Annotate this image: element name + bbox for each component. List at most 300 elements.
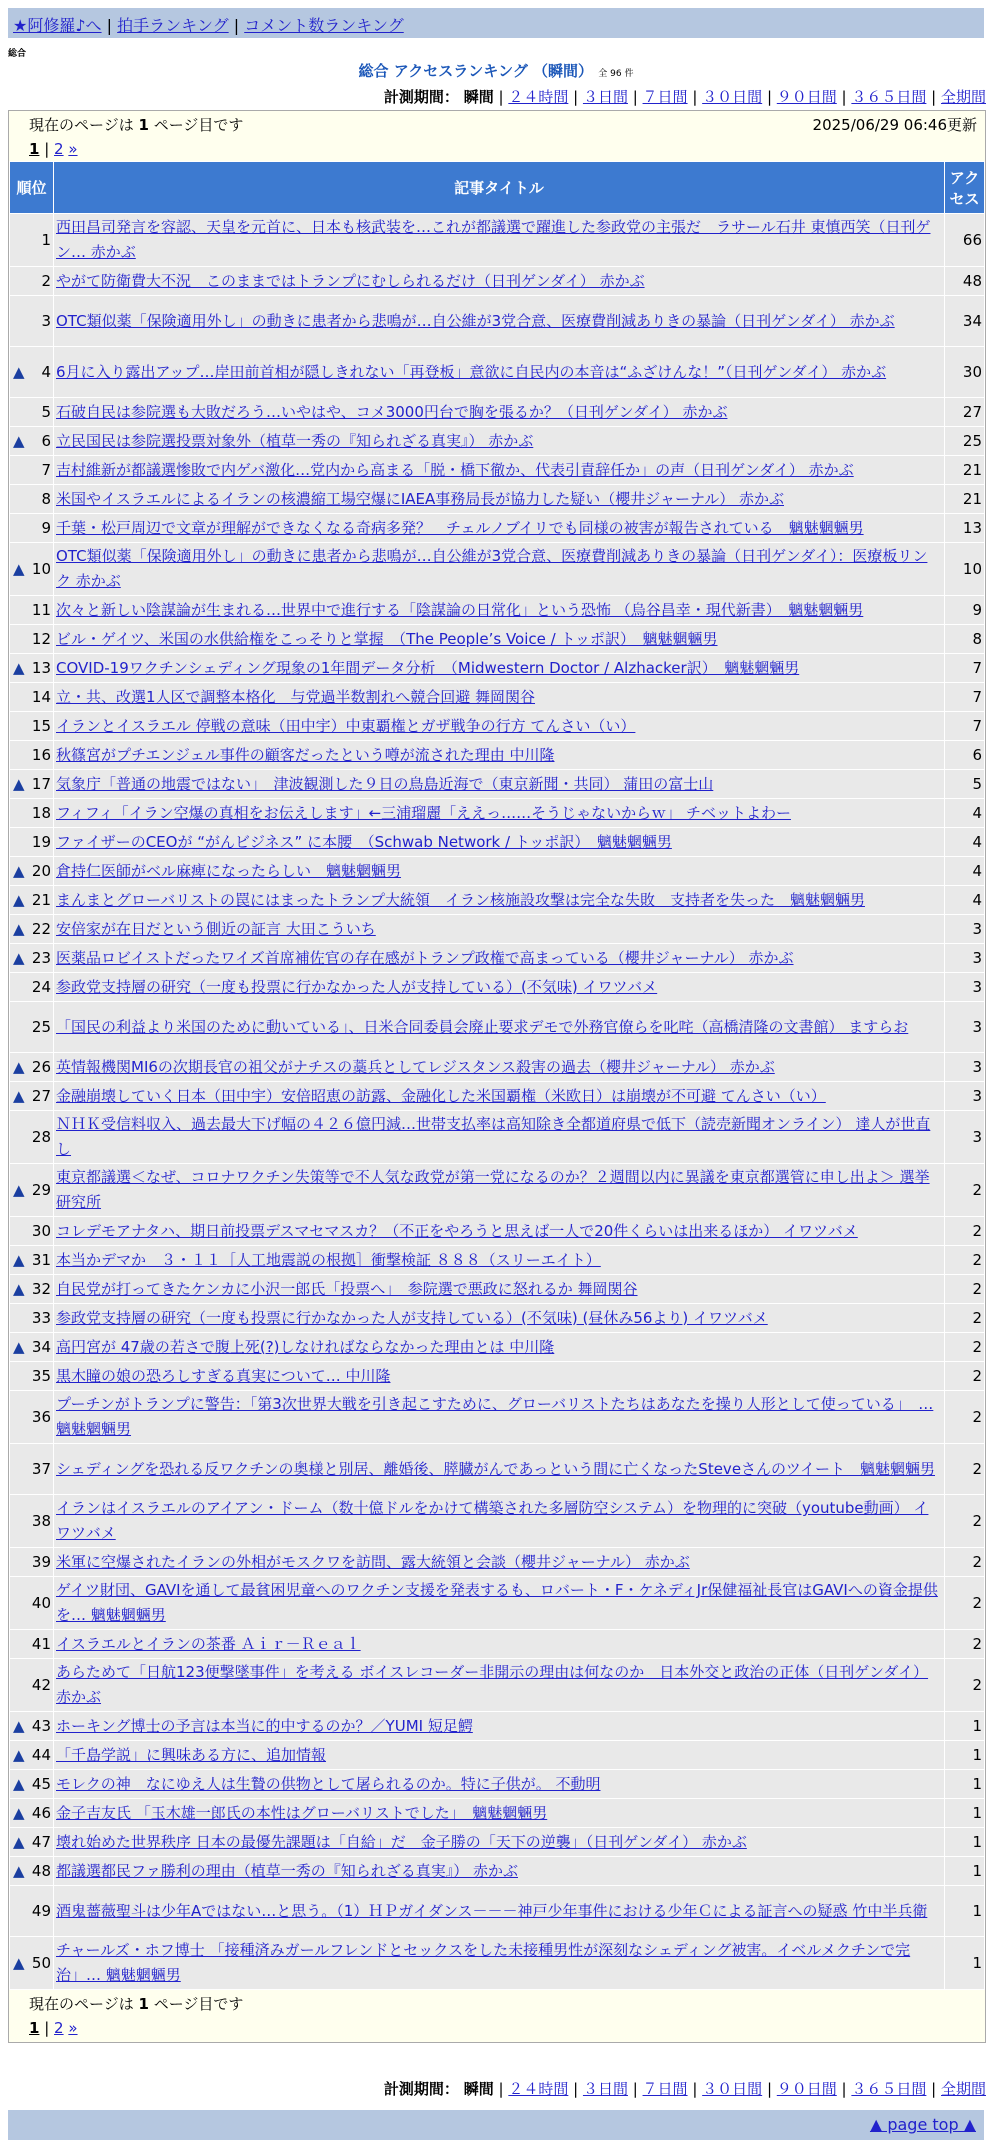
title-cell bbox=[54, 1741, 945, 1770]
period-365d[interactable]: ３６５日間 bbox=[851, 2080, 927, 2098]
article-link[interactable]: チャールズ・ホフ博士 「接種済みガールフレンドとセックスをした未接種男性が深刻なシェディング被害。イベルメクチンで完治」… 魑魅魍魎男 bbox=[56, 1941, 911, 1984]
table-row bbox=[10, 1082, 985, 1111]
rank-number: 22 bbox=[31, 919, 51, 938]
article-link[interactable]: 本当かデマか ３・１１［人工地震説の根拠］衝撃検証 ８８８（スリーエイト） bbox=[56, 1250, 601, 1269]
rank-cell bbox=[10, 799, 54, 828]
rank-cell bbox=[10, 427, 54, 456]
clap-ranking-link[interactable]: 拍手ランキング bbox=[117, 16, 229, 35]
rank-number: 4 bbox=[41, 362, 51, 381]
rank-number: 50 bbox=[31, 1953, 51, 1972]
rank-up-icon: ▲ bbox=[13, 1803, 25, 1822]
article-link[interactable]: 壊れ始めた世界秩序 日本の最優先課題は「自給」だ 金子勝の「天下の逆襲」（日刊ゲンダイ） 赤かぶ bbox=[56, 1832, 747, 1851]
rank-cell bbox=[10, 828, 54, 857]
title-cell bbox=[54, 427, 945, 456]
rank-header: 順位 bbox=[10, 162, 54, 214]
rank-up-icon: ▲ bbox=[13, 1745, 25, 1764]
period-3d[interactable]: ３日間 bbox=[582, 88, 628, 106]
article-link[interactable]: 東京都議選＜なぜ、コロナワクチン失策等で不人気な政党が第一党になるのか？２週間以内に異議を東京都選管に申し出よ＞ 選挙研究所 bbox=[56, 1168, 930, 1211]
rank-up-icon: ▲ bbox=[13, 919, 25, 938]
table-row bbox=[10, 973, 985, 1002]
title-cell bbox=[54, 1577, 945, 1630]
page-top-bar bbox=[8, 2110, 984, 2140]
access-header: アクセス bbox=[945, 162, 985, 214]
rank-number: 40 bbox=[31, 1593, 51, 1612]
rank-cell bbox=[10, 1391, 54, 1444]
table-row bbox=[10, 1886, 985, 1937]
rank-number: 30 bbox=[31, 1221, 51, 1240]
article-link[interactable]: 酒鬼薔薇聖斗は少年Aではない…と思う。（1）ＨＰガイダンス－－－神戸少年事件における少年Ｃによる証言への疑惑 竹中半兵衛 bbox=[56, 1901, 928, 1920]
table-row bbox=[10, 1304, 985, 1333]
table-row bbox=[10, 799, 985, 828]
article-link[interactable]: コレデモアナタハ、期日前投票デスマセマスカ？（不正をやろうと思えば一人で20件くらいは出来るほか） イワツバメ bbox=[56, 1221, 858, 1240]
rank-number: 6 bbox=[41, 431, 51, 450]
rank-cell bbox=[10, 1304, 54, 1333]
title-cell bbox=[54, 1770, 945, 1799]
article-link[interactable]: 次々と新しい陰謀論が生まれる…世界中で進行する「陰謀論の日常化」という恐怖 （烏谷昌幸・現代新書） 魑魅魍魎男 bbox=[56, 600, 864, 619]
rank-number: 33 bbox=[31, 1308, 51, 1327]
table-row bbox=[10, 1111, 985, 1164]
rank-number: 49 bbox=[31, 1901, 51, 1920]
article-link[interactable]: 黒木瞳の娘の恐ろしすぎる真実について… 中川隆 bbox=[56, 1366, 391, 1385]
article-link[interactable]: 金子吉友氏 「玉木雄一郎氏の本性はグローバリストでした」 魑魅魍魎男 bbox=[56, 1803, 548, 1822]
article-link[interactable]: イランはイスラエルのアイアン・ドーム（数十億ドルをかけて構築された多層防空システム）を物理的に突破（youtube動画） イワツバメ bbox=[56, 1499, 929, 1542]
rank-up-icon: ▲ bbox=[13, 1057, 25, 1076]
article-link[interactable]: まんまとグローバリストの罠にはまったトランプ大統領 イラン核施設攻撃は完全な失敗 支持者を失った 魑魅魍魎男 bbox=[56, 890, 865, 909]
article-link[interactable]: シェディングを恐れる反ワクチンの奥様と別居、離婚後、膵臓がんであっという間に亡くなったSteveさんのツイート 魑魅魍魎男 bbox=[56, 1459, 935, 1478]
rank-number: 37 bbox=[31, 1459, 51, 1478]
access-count: 3 bbox=[945, 944, 985, 973]
period-selector-top: 計測期間： 瞬間 | ２４時間 | ３日間 | ７日間 | ３０日間 | ９０日間 | ３６５日間 | 全期間 bbox=[383, 88, 986, 106]
article-link[interactable]: ゲイツ財団、GAVIを通して最貧困児童へのワクチン支援を発表するも、ロバート・F・ケネディJr保健福祉長官はGAVIへの資金提供を… 魑魅魍魎男 bbox=[56, 1581, 938, 1624]
article-link[interactable]: やがて防衛費大不況 このままではトランプにむしられるだけ（日刊ゲンダイ） 赤かぶ bbox=[56, 271, 645, 290]
article-link[interactable]: 倉持仁医師がベル麻痺になったらしい 魑魅魍魎男 bbox=[56, 861, 402, 880]
access-count: 1 bbox=[945, 1828, 985, 1857]
rank-cell bbox=[10, 1857, 54, 1886]
article-link[interactable]: モレクの神 なにゆえ人は生贄の供物として屠られるのか。特に子供が。 不動明 bbox=[56, 1774, 601, 1793]
item-count: 全 96 件 bbox=[598, 69, 634, 79]
article-link[interactable]: 高円宮が 47歳の若さで腹上死(?)しなければならなかった理由とは 中川隆 bbox=[56, 1337, 555, 1356]
rank-cell bbox=[10, 1495, 54, 1548]
period-30d[interactable]: ３０日間 bbox=[702, 88, 763, 106]
pager-next[interactable]: » bbox=[68, 140, 78, 158]
title-cell bbox=[54, 683, 945, 712]
access-count: 10 bbox=[945, 543, 985, 596]
rank-up-icon: ▲ bbox=[13, 1250, 25, 1269]
title-cell bbox=[54, 1828, 945, 1857]
access-count: 5 bbox=[945, 770, 985, 799]
rank-number: 25 bbox=[31, 1017, 51, 1036]
access-count: 2 bbox=[945, 1304, 985, 1333]
rank-number: 15 bbox=[31, 716, 51, 735]
table-row bbox=[10, 1741, 985, 1770]
table-row bbox=[10, 1444, 985, 1495]
rank-number: 39 bbox=[31, 1552, 51, 1571]
rank-number: 19 bbox=[31, 832, 51, 851]
table-row bbox=[10, 1217, 985, 1246]
article-link[interactable]: OTC類似薬「保険適用外し」の動きに患者から悲鳴が…自公維が3党合意、医療費削減ありきの暴論（日刊ゲンダイ）：医療板リンク 赤かぶ bbox=[56, 547, 928, 590]
rank-cell bbox=[10, 973, 54, 1002]
title-cell bbox=[54, 1111, 945, 1164]
rank-up-icon: ▲ bbox=[13, 431, 25, 450]
rank-cell bbox=[10, 296, 54, 347]
rank-number: 10 bbox=[31, 559, 51, 578]
page-info-prefix: 現在のページは bbox=[29, 116, 134, 134]
table-row bbox=[10, 857, 985, 886]
article-link[interactable]: 米国やイスラエルによるイランの核濃縮工場空爆にIAEA事務局長が協力した疑い（櫻井ジャーナル） 赤かぶ bbox=[56, 489, 784, 508]
period-7d[interactable]: ７日間 bbox=[642, 2080, 688, 2098]
access-count: 13 bbox=[945, 514, 985, 543]
article-link[interactable]: ＮＨＫ受信料収入、過去最大下げ幅の４２６億円減…世帯支払率は高知除き全都道府県で低下（読売新聞オンライン） 達人が世直し bbox=[56, 1115, 931, 1158]
rank-number: 9 bbox=[41, 518, 51, 537]
article-link[interactable]: 6月に入り露出アップ…岸田前首相が隠しきれない「再登板」意欲に自民内の本音は“ふざけんな！”（日刊ゲンダイ） 赤かぶ bbox=[56, 362, 887, 381]
pager-page-2[interactable]: 2 bbox=[54, 140, 64, 158]
access-count: 7 bbox=[945, 712, 985, 741]
rank-number: 29 bbox=[31, 1180, 51, 1199]
access-count: 2 bbox=[945, 1444, 985, 1495]
page-info-bottom bbox=[9, 1990, 985, 2042]
access-count: 4 bbox=[945, 886, 985, 915]
rank-number: 1 bbox=[41, 230, 51, 249]
article-link[interactable]: 立・共、改選1人区で調整本格化 与党過半数割れへ競合回避 舞岡関谷 bbox=[56, 687, 536, 706]
table-row bbox=[10, 1495, 985, 1548]
period-7d[interactable]: ７日間 bbox=[642, 88, 688, 106]
rank-cell bbox=[10, 683, 54, 712]
rank-up-icon: ▲ bbox=[13, 948, 25, 967]
article-link[interactable]: 都議選都民ファ勝利の理由（植草一秀の『知られざる真実』） 赤かぶ bbox=[56, 1861, 518, 1880]
rank-up-icon: ▲ bbox=[13, 774, 25, 793]
rank-cell bbox=[10, 625, 54, 654]
table-row bbox=[10, 485, 985, 514]
rank-number: 43 bbox=[31, 1716, 51, 1735]
title-cell bbox=[54, 915, 945, 944]
article-link[interactable]: 「国民の利益より米国のために動いている」、日米合同委員会廃止要求デモで外務官僚らを叱咤（高橋清隆の文書館） ますらお bbox=[56, 1017, 909, 1036]
period-label: 計測期間： bbox=[383, 2080, 459, 2098]
access-count: 2 bbox=[945, 1548, 985, 1577]
rank-cell bbox=[10, 596, 54, 625]
title-cell bbox=[54, 1444, 945, 1495]
title-cell bbox=[54, 828, 945, 857]
article-link[interactable]: ファイザーのCEOが “がんビジネス” に本腰 （Schwab Network / トッポ訳） 魑魅魍魎男 bbox=[56, 832, 672, 851]
rank-cell bbox=[10, 1053, 54, 1082]
title-cell bbox=[54, 1937, 945, 1990]
title-cell bbox=[54, 543, 945, 596]
home-link[interactable]: ★阿修羅♪へ bbox=[13, 16, 102, 35]
table-row bbox=[10, 543, 985, 596]
table-row bbox=[10, 1548, 985, 1577]
period-90d[interactable]: ９０日間 bbox=[776, 88, 837, 106]
article-link[interactable]: 吉村維新が都議選惨敗で内ゲバ激化…党内から高まる「脱・橋下徹か、代表引責辞任か」の声（日刊ゲンダイ） 赤かぶ bbox=[56, 460, 854, 479]
period-all[interactable]: 全期間 bbox=[940, 88, 986, 106]
title-cell bbox=[54, 1548, 945, 1577]
rank-cell bbox=[10, 944, 54, 973]
access-count: 2 bbox=[945, 1333, 985, 1362]
rank-cell bbox=[10, 1577, 54, 1630]
rank-number: 14 bbox=[31, 687, 51, 706]
article-link[interactable]: 米軍に空爆されたイランの外相がモスクワを訪問、露大統領と会談（櫻井ジャーナル） 赤かぶ bbox=[56, 1552, 690, 1571]
access-count: 7 bbox=[945, 683, 985, 712]
rank-cell bbox=[10, 398, 54, 427]
access-count: 1 bbox=[945, 1770, 985, 1799]
page-top-link[interactable]: ▲ page top ▲ bbox=[869, 2115, 976, 2134]
title-cell bbox=[54, 296, 945, 347]
table-row bbox=[10, 1053, 985, 1082]
rank-cell bbox=[10, 1828, 54, 1857]
title-cell bbox=[54, 596, 945, 625]
table-row bbox=[10, 1937, 985, 1990]
rank-number: 18 bbox=[31, 803, 51, 822]
access-count: 3 bbox=[945, 1082, 985, 1111]
title-cell bbox=[54, 1275, 945, 1304]
access-count: 3 bbox=[945, 915, 985, 944]
rank-number: 5 bbox=[41, 402, 51, 421]
table-row bbox=[10, 1857, 985, 1886]
article-link[interactable]: 参政党支持層の研究（一度も投票に行かなかった人が支持している）(不気味) イワツバメ bbox=[56, 977, 658, 996]
pager-page-2[interactable]: 2 bbox=[54, 2019, 64, 2037]
ranking-rows bbox=[10, 214, 985, 1990]
rank-number: 31 bbox=[31, 1250, 51, 1269]
table-row bbox=[10, 770, 985, 799]
title-cell bbox=[54, 1712, 945, 1741]
rank-number: 35 bbox=[31, 1366, 51, 1385]
period-current: 瞬間 bbox=[463, 88, 494, 106]
rank-number: 38 bbox=[31, 1511, 51, 1530]
table-row bbox=[10, 1362, 985, 1391]
article-link[interactable]: 「千島学説」に興味ある方に、追加情報 bbox=[56, 1745, 327, 1764]
access-count: 2 bbox=[945, 1164, 985, 1217]
table-row bbox=[10, 1799, 985, 1828]
rank-number: 21 bbox=[31, 890, 51, 909]
page-info-suffix: ページ目です bbox=[153, 116, 244, 134]
article-link[interactable]: 金融崩壊していく日本（田中宇）安倍昭恵の訪露、金融化した米国覇権（米欧日）は崩壊が不可避 てんさい（い） bbox=[56, 1086, 826, 1105]
article-link[interactable]: 医薬品ロビイストだったワイズ首席補佐官の存在感がトランプ政権で高まっている（櫻井ジャーナル） 赤かぶ bbox=[56, 948, 794, 967]
access-count: 3 bbox=[945, 973, 985, 1002]
rank-cell bbox=[10, 1246, 54, 1275]
article-link[interactable]: 安倍家が在日だという側近の証言 大田こういち bbox=[56, 919, 376, 938]
title-cell bbox=[54, 1495, 945, 1548]
access-count: 21 bbox=[945, 485, 985, 514]
access-count: 1 bbox=[945, 1937, 985, 1990]
table-row bbox=[10, 596, 985, 625]
rank-cell bbox=[10, 1111, 54, 1164]
article-link[interactable]: ビル・ゲイツ、米国の水供給権をこっそりと掌握 （The People’s Voice / トッポ訳） 魑魅魍魎男 bbox=[56, 629, 718, 648]
rank-up-icon: ▲ bbox=[13, 1861, 25, 1880]
period-24h[interactable]: ２４時間 bbox=[508, 2080, 569, 2098]
article-link[interactable]: 立民国民は参院選投票対象外（植草一秀の『知られざる真実』） 赤かぶ bbox=[56, 431, 534, 450]
rank-cell bbox=[10, 1217, 54, 1246]
access-count: 48 bbox=[945, 267, 985, 296]
rank-cell bbox=[10, 267, 54, 296]
rank-cell bbox=[10, 514, 54, 543]
rank-number: 27 bbox=[31, 1086, 51, 1105]
rank-number: 7 bbox=[41, 460, 51, 479]
access-count: 2 bbox=[945, 1659, 985, 1712]
period-selector-bottom: 計測期間： 瞬間 | ２４時間 | ３日間 | ７日間 | ３０日間 | ９０日間 | ３６５日間 | 全期間 bbox=[383, 2080, 986, 2098]
table-row bbox=[10, 214, 985, 267]
title-cell bbox=[54, 712, 945, 741]
title-header: 記事タイトル bbox=[54, 162, 945, 214]
period-3d[interactable]: ３日間 bbox=[582, 2080, 628, 2098]
article-link[interactable]: フィフィ「イラン空爆の真相をお伝えします」←三浦瑠麗「ええっ……そうじゃないからｗ」 チベットよわー bbox=[56, 803, 791, 822]
rank-up-icon: ▲ bbox=[13, 1279, 25, 1298]
rank-cell bbox=[10, 214, 54, 267]
table-row bbox=[10, 347, 985, 398]
article-link[interactable]: プーチンがトランプに警告：「第3次世界大戦を引き起こすために、グローバリストたちはあなたを操り人形として使っている」 … 魑魅魍魎男 bbox=[56, 1395, 934, 1438]
period-24h[interactable]: ２４時間 bbox=[508, 88, 569, 106]
article-link[interactable]: 西田昌司発言を容認、天皇を元首に、日本も核武装を…これが都議選で躍進した参政党の主張だ ラサール石井 東慎西笑（日刊ゲン… 赤かぶ bbox=[56, 218, 931, 261]
period-current: 瞬間 bbox=[463, 2080, 494, 2098]
rank-cell bbox=[10, 1770, 54, 1799]
table-row bbox=[10, 514, 985, 543]
article-link[interactable]: 石破自民は参院選も大敗だろう…いやはや、コメ3000円台で胸を張るか？（日刊ゲンダイ） 赤かぶ bbox=[56, 402, 728, 421]
rank-cell bbox=[10, 1659, 54, 1712]
ranking-title: 総合 アクセスランキング （瞬間） bbox=[358, 62, 594, 80]
title-cell bbox=[54, 514, 945, 543]
rank-cell bbox=[10, 770, 54, 799]
article-link[interactable]: 参政党支持層の研究（一度も投票に行かなかった人が支持している）(不気味) (昼休み56より) イワツバメ bbox=[56, 1308, 768, 1327]
rank-number: 42 bbox=[31, 1675, 51, 1694]
table-row bbox=[10, 1275, 985, 1304]
rank-up-icon: ▲ bbox=[13, 890, 25, 909]
period-all[interactable]: 全期間 bbox=[940, 2080, 986, 2098]
article-link[interactable]: イランとイスラエル 停戦の意味（田中宇）中東覇権とガザ戦争の行方 てんさい（い） bbox=[56, 716, 636, 735]
period-365d[interactable]: ３６５日間 bbox=[851, 88, 927, 106]
page-info-page: 1 bbox=[138, 116, 149, 134]
title-cell bbox=[54, 398, 945, 427]
table-row bbox=[10, 712, 985, 741]
rank-cell bbox=[10, 712, 54, 741]
rank-cell bbox=[10, 654, 54, 683]
table-row bbox=[10, 683, 985, 712]
rank-number: 34 bbox=[31, 1337, 51, 1356]
ranking-table bbox=[9, 161, 985, 1990]
rank-number: 20 bbox=[31, 861, 51, 880]
comment-ranking-link[interactable]: コメント数ランキング bbox=[244, 16, 404, 35]
table-row bbox=[10, 944, 985, 973]
table-row bbox=[10, 1333, 985, 1362]
rank-number: 47 bbox=[31, 1832, 51, 1851]
article-link[interactable]: 英情報機関MI6の次期長官の祖父がナチスの藁兵としてレジスタンス殺害の過去（櫻井ジャーナル） 赤かぶ bbox=[56, 1057, 775, 1076]
ranking-frame bbox=[8, 110, 986, 2043]
access-count: 2 bbox=[945, 1391, 985, 1444]
article-link[interactable]: OTC類似薬「保険適用外し」の動きに患者から悲鳴が…自公維が3党合意、医療費削減ありきの暴論（日刊ゲンダイ） 赤かぶ bbox=[56, 311, 895, 330]
title-cell bbox=[54, 799, 945, 828]
page-info-top bbox=[9, 111, 985, 161]
title-cell bbox=[54, 625, 945, 654]
rank-up-icon: ▲ bbox=[13, 861, 25, 880]
top-nav-bar bbox=[8, 8, 984, 38]
rank-up-icon: ▲ bbox=[13, 362, 25, 381]
title-cell bbox=[54, 347, 945, 398]
table-row bbox=[10, 1577, 985, 1630]
title-cell bbox=[54, 654, 945, 683]
article-link[interactable]: あらためて「日航123便撃墜事件」を考える ボイスレコーダー非開示の理由は何なのか 日本外交と政治の正体（日刊ゲンダイ） 赤かぶ bbox=[56, 1663, 929, 1706]
table-row bbox=[10, 1391, 985, 1444]
access-count: 1 bbox=[945, 1712, 985, 1741]
access-count: 1 bbox=[945, 1799, 985, 1828]
rank-cell bbox=[10, 886, 54, 915]
rank-cell bbox=[10, 456, 54, 485]
rank-cell bbox=[10, 1937, 54, 1990]
title-cell bbox=[54, 770, 945, 799]
article-link[interactable]: 気象庁「普通の地震ではない」 津波観測した９日の鳥島近海で（東京新聞・共同） 蒲田の富士山 bbox=[56, 774, 714, 793]
rank-cell bbox=[10, 1275, 54, 1304]
title-cell bbox=[54, 1333, 945, 1362]
rank-number: 41 bbox=[31, 1634, 51, 1653]
access-count: 21 bbox=[945, 456, 985, 485]
table-row bbox=[10, 1002, 985, 1053]
rank-cell bbox=[10, 1548, 54, 1577]
rank-cell bbox=[10, 857, 54, 886]
rank-number: 11 bbox=[31, 600, 51, 619]
rank-number: 48 bbox=[31, 1861, 51, 1880]
rank-cell bbox=[10, 347, 54, 398]
table-row bbox=[10, 1770, 985, 1799]
access-count: 2 bbox=[945, 1246, 985, 1275]
title-cell bbox=[54, 485, 945, 514]
rank-up-icon: ▲ bbox=[13, 1086, 25, 1105]
rank-number: 17 bbox=[31, 774, 51, 793]
access-count: 27 bbox=[945, 398, 985, 427]
title-cell bbox=[54, 857, 945, 886]
title-cell bbox=[54, 1362, 945, 1391]
table-row bbox=[10, 398, 985, 427]
rank-up-icon: ▲ bbox=[13, 1774, 25, 1793]
rank-number: 23 bbox=[31, 948, 51, 967]
article-link[interactable]: イスラエルとイランの茶番 Ａｉｒ－Ｒｅａｌ bbox=[56, 1634, 361, 1653]
rank-up-icon: ▲ bbox=[13, 1953, 25, 1972]
article-link[interactable]: 秋篠宮がプチエンジェル事件の顧客だったという噂が流された理由 中川隆 bbox=[56, 745, 555, 764]
rank-cell bbox=[10, 1444, 54, 1495]
access-count: 34 bbox=[945, 296, 985, 347]
period-90d[interactable]: ９０日間 bbox=[776, 2080, 837, 2098]
access-count: 30 bbox=[945, 347, 985, 398]
access-count: 66 bbox=[945, 214, 985, 267]
table-row bbox=[10, 654, 985, 683]
rank-cell bbox=[10, 1002, 54, 1053]
updated-timestamp: 2025/06/29 06:46更新 bbox=[812, 116, 977, 134]
pager-current: 1 bbox=[29, 140, 40, 158]
article-link[interactable]: 千葉・松戸周辺で文章が理解ができなくなる奇病多発？ チェルノブイリでも同様の被害が報告されている 魑魅魍魎男 bbox=[56, 518, 864, 537]
title-cell bbox=[54, 1630, 945, 1659]
rank-cell bbox=[10, 741, 54, 770]
title-cell bbox=[54, 1799, 945, 1828]
title-cell bbox=[54, 1053, 945, 1082]
access-count: 8 bbox=[945, 625, 985, 654]
access-count: 9 bbox=[945, 596, 985, 625]
access-count: 3 bbox=[945, 1111, 985, 1164]
page-info-page: 1 bbox=[138, 1995, 149, 2013]
period-30d[interactable]: ３０日間 bbox=[702, 2080, 763, 2098]
nav-separator: | bbox=[101, 16, 118, 35]
rank-cell bbox=[10, 543, 54, 596]
article-link[interactable]: ホーキング博士の予言は本当に的中するのか？／YUMI 短足鰐 bbox=[56, 1716, 473, 1735]
article-link[interactable]: 自民党が打ってきたケンカに小沢一郎氏「投票へ」 参院選で悪政に怒れるか 舞岡関谷 bbox=[56, 1279, 638, 1298]
access-count: 4 bbox=[945, 799, 985, 828]
table-row bbox=[10, 1712, 985, 1741]
pager-next[interactable]: » bbox=[68, 2019, 78, 2037]
title-cell bbox=[54, 1659, 945, 1712]
period-label: 計測期間： bbox=[383, 88, 459, 106]
rank-cell bbox=[10, 1333, 54, 1362]
rank-number: 45 bbox=[31, 1774, 51, 1793]
article-link[interactable]: COVID-19ワクチンシェディング現象の1年間データ分析 （Midwestern Doctor / Alzhacker訳） 魑魅魍魎男 bbox=[56, 658, 800, 677]
rank-number: 44 bbox=[31, 1745, 51, 1764]
page-title bbox=[0, 60, 992, 81]
access-count: 25 bbox=[945, 427, 985, 456]
title-cell bbox=[54, 944, 945, 973]
title-cell bbox=[54, 1002, 945, 1053]
rank-cell bbox=[10, 1164, 54, 1217]
